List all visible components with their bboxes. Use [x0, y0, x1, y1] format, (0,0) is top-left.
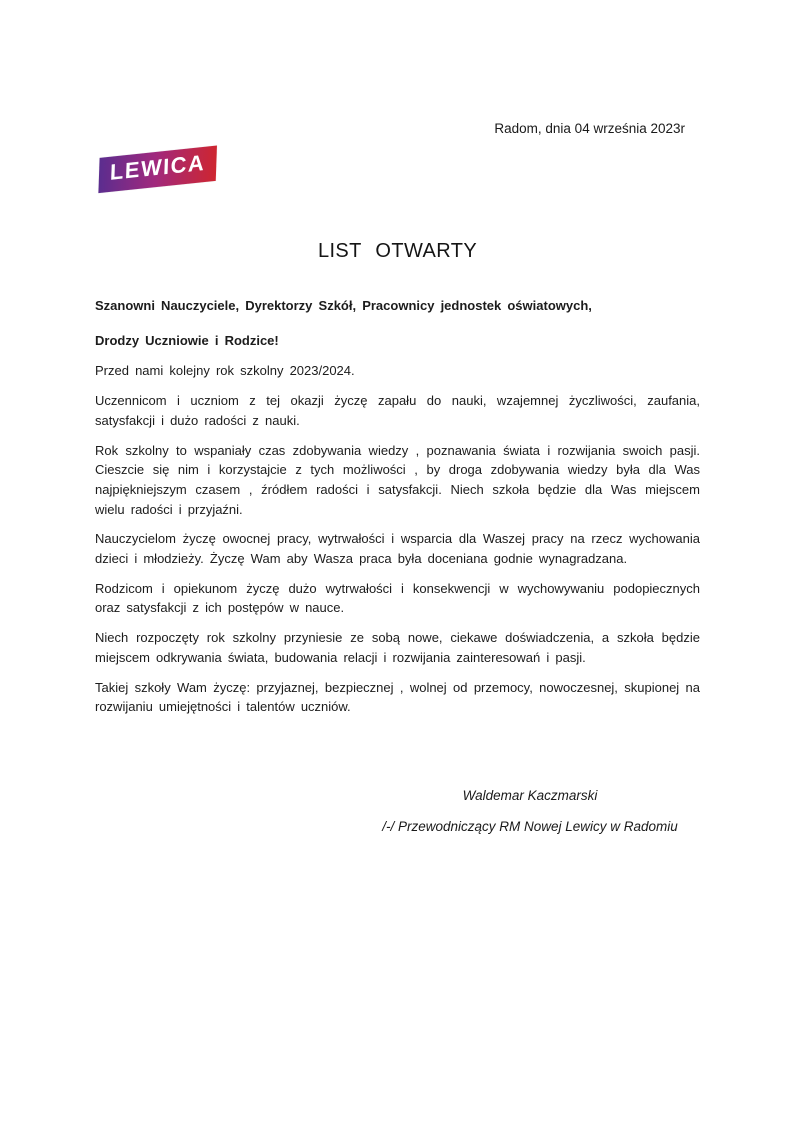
salutation-line-2: Drodzy Uczniowie i Rodzice!: [95, 332, 279, 348]
lewica-logo: [99, 149, 700, 206]
paragraph-school-year: Przed nami kolejny rok szkolny 2023/2024.: [95, 363, 355, 379]
lewica-logo-text: LEWICA: [109, 149, 206, 185]
letter-title: LIST OTWARTY: [317, 240, 478, 262]
signature-block: [330, 786, 730, 847]
paragraph-students-wishes: Uczennicom i uczniom z tej okazji życzę zapału do nauki, wzajemnej życzliwości, zaufania, satysfakcji i dużo radości z nauki.: [95, 393, 700, 428]
signature-role: /-/ Przewodniczący RM Nowej Lewicy w Radomiu: [382, 818, 678, 834]
paragraph-teachers-wishes: Nauczycielom życzę owocnej pracy, wytrwałości i wsparcia dla Waszej pracy na rzecz wychowania dzieci i młodzieży. Życzę Wam aby Wasza praca była doceniana godnie wynagradzana.: [95, 531, 700, 567]
salutation-line-1: Szanowni Nauczyciele, Dyrektorzy Szkół, Pracownicy jednostek oświatowych,: [95, 298, 592, 313]
paragraph-new-experiences: Niech rozpoczęty rok szkolny przyniesie ze sobą nowe, ciekawe doświadczenia, a szkoła będzie miejscem odkrywania świata, budowania relacji i rozwijania zainteresowań i pasji.: [95, 630, 700, 665]
letter-body: [95, 296, 700, 717]
paragraph-school-vision: Takiej szkoły Wam życzę: przyjaznej, bezpiecznej , wolnej od przemocy, nowoczesnej, skupionej na rozwijaniu umiejętności i talentów uczniów.: [95, 679, 700, 715]
paragraph-school-time: Rok szkolny to wspaniały czas zdobywania wiedzy , poznawania świata i rozwijania swoich pasji. Cieszcie się nim i korzystajcie z tych możliwości , by droga zdobywania wiedzy była dla Was najpiękniejszym czasem , źródłem radości i satysfakcji. Niech szkoła będzie dla Was miejscem wielu radości i przyjaźni.: [95, 442, 700, 517]
paragraph-parents-wishes: Rodzicom i opiekunom życzę dużo wytrwałości i konsekwencji w wychowywaniu podopiecznych oraz satysfakcji z ich postępów w nauce.: [95, 580, 700, 616]
lewica-logo-banner: [98, 146, 216, 194]
signature-name: Waldemar Kaczmarski: [462, 788, 598, 803]
date-line: Radom, dnia 04 września 2023r: [494, 121, 685, 136]
